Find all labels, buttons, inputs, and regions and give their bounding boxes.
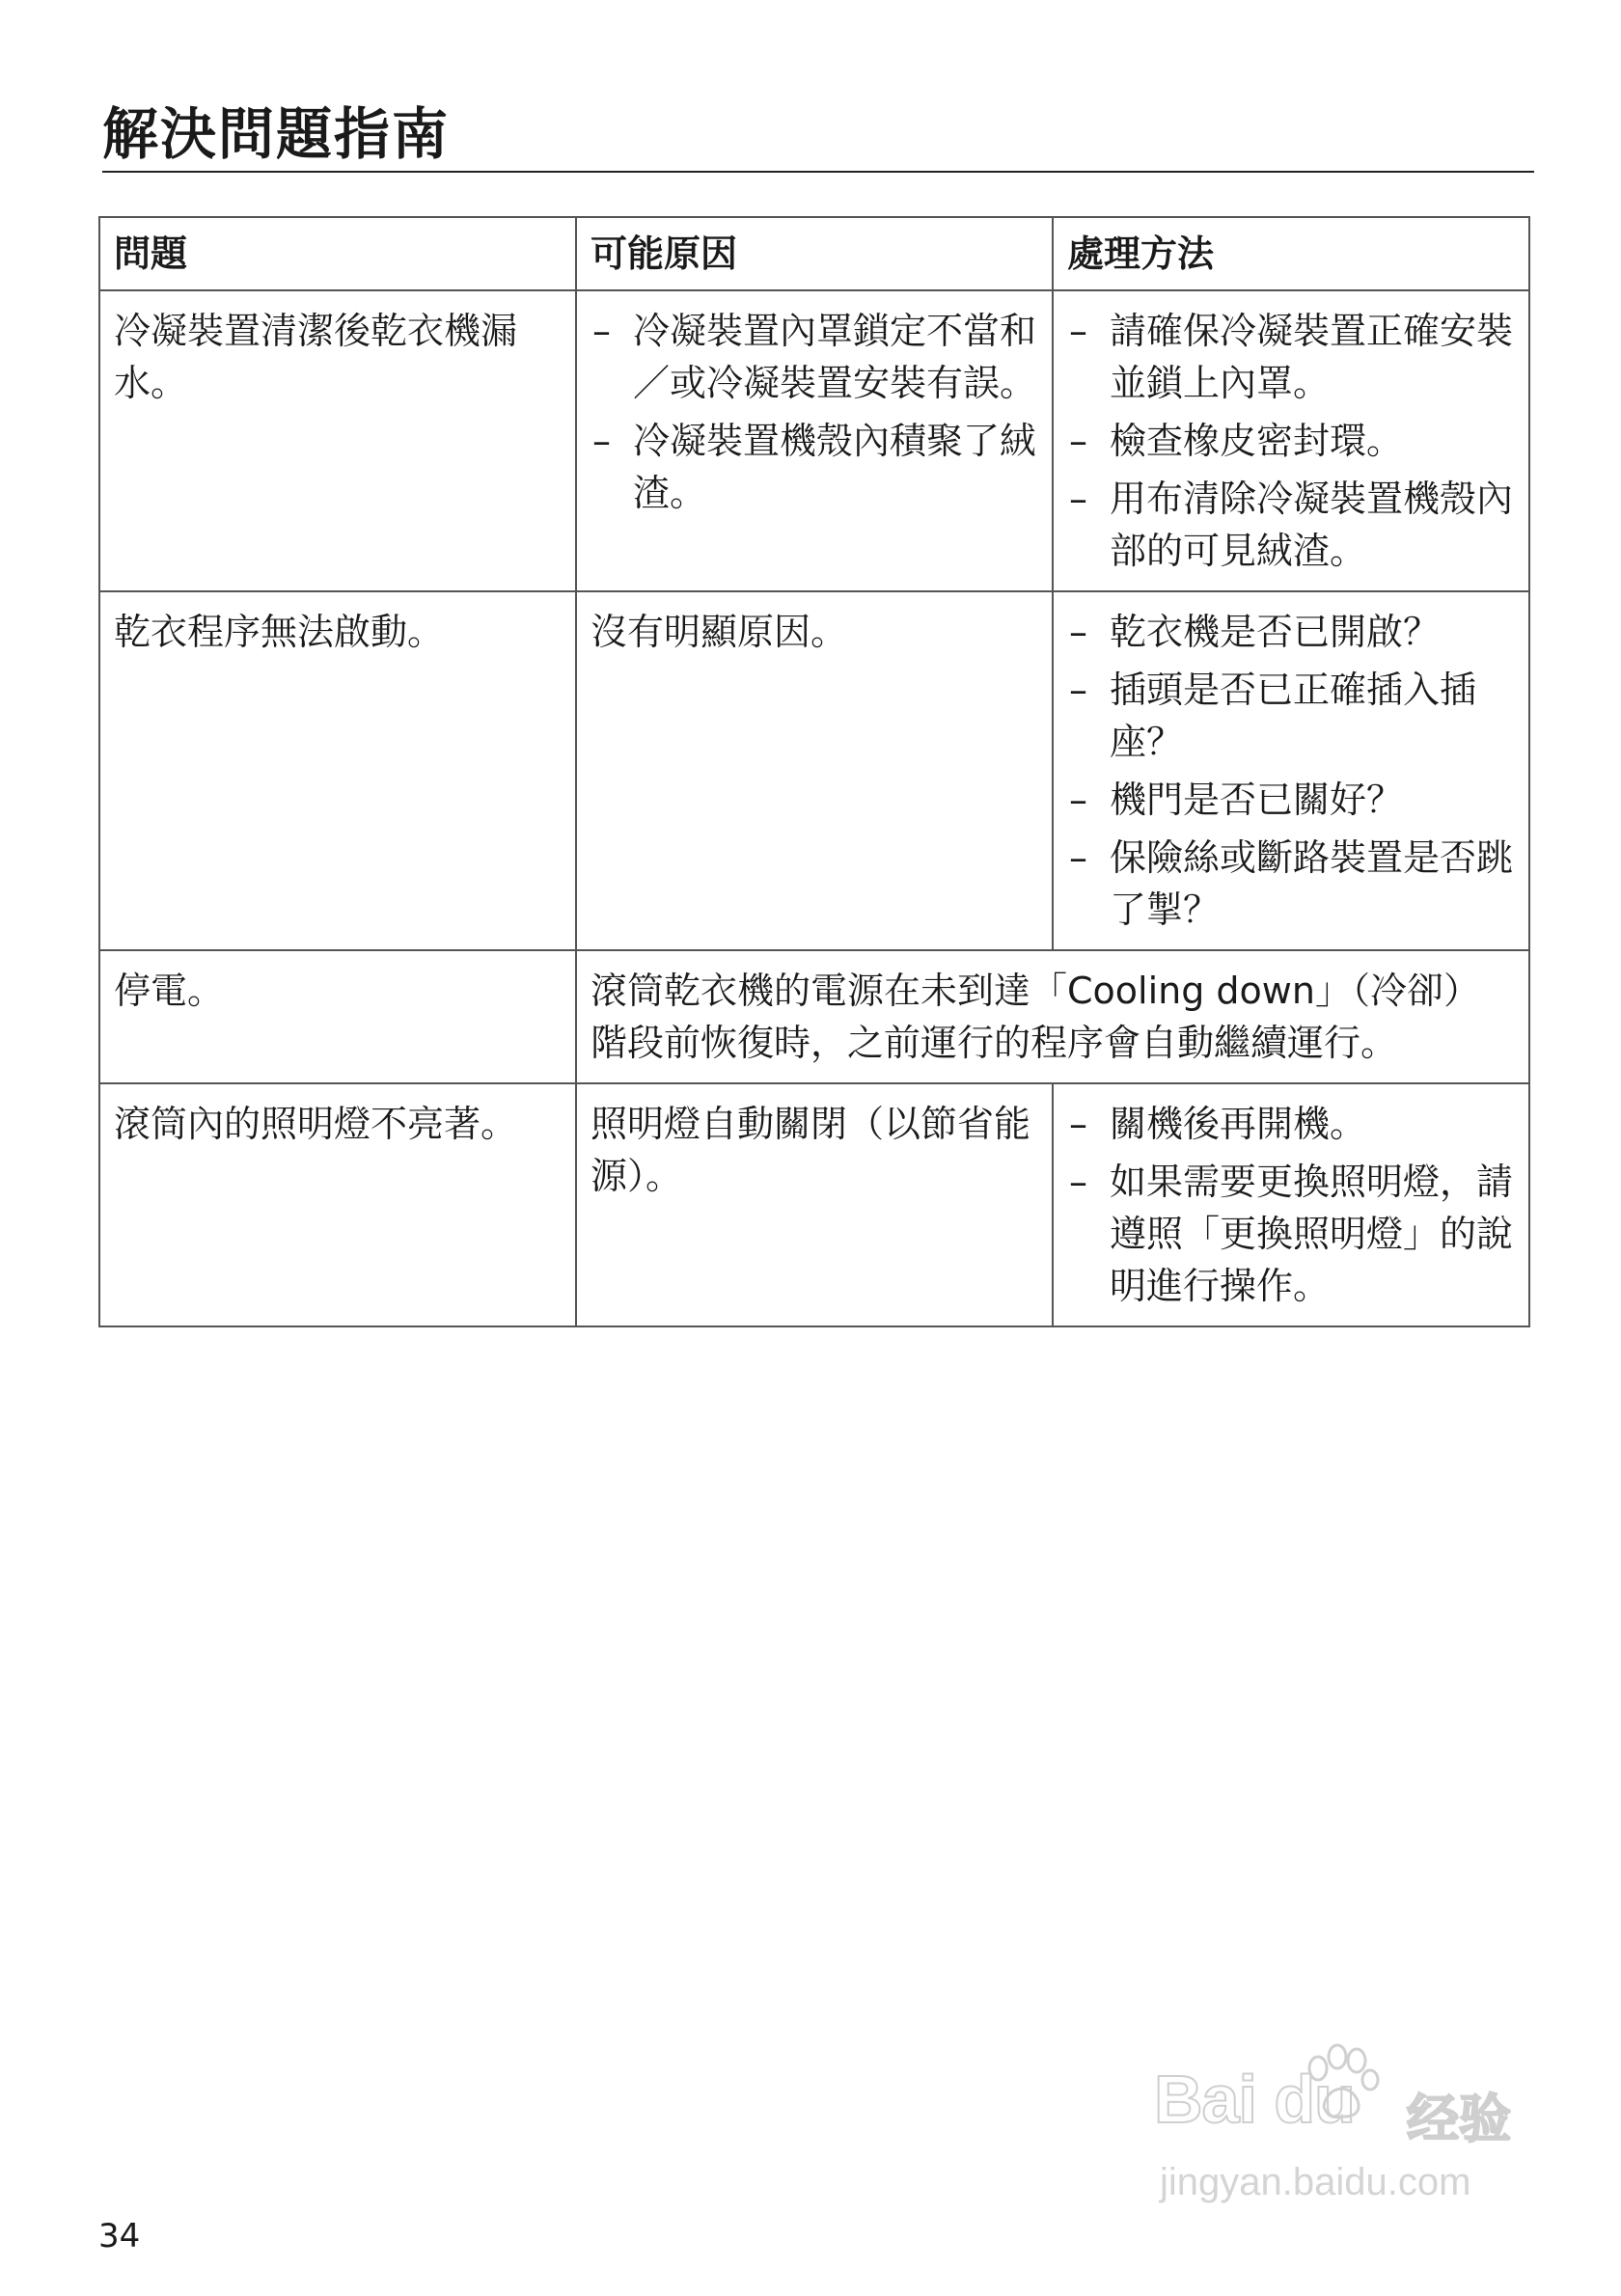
title-divider (102, 171, 1534, 173)
problem-cell: 滾筒內的照明燈不亮著。 (99, 1083, 576, 1326)
dash-bullet: – (1069, 779, 1087, 821)
solution-cell (1053, 591, 1529, 950)
cause-cell: 照明燈自動關閉（以節省能源）。 (576, 1083, 1053, 1326)
list-item (1067, 415, 1515, 467)
page-title: 解決問題指南 (102, 101, 451, 167)
problem-cell: 停電。 (99, 950, 576, 1083)
list-item (1067, 774, 1515, 826)
list-item (1067, 1098, 1515, 1150)
merged-cause-solution-cell: 滾筒乾衣機的電源在未到達「Cooling down」（冷卻）階段前恢復時，之前運行的程序會自動繼續運行。 (576, 950, 1529, 1083)
cause-list (591, 305, 1038, 519)
dash-bullet: – (1069, 836, 1087, 879)
dash-bullet: – (1069, 478, 1087, 520)
list-item-text: 如果需要更換照明燈，請遵照「更換照明燈」的說明進行操作。 (1110, 1161, 1514, 1307)
solution-cell (1053, 1083, 1529, 1326)
list-item-text: 機門是否已關好？ (1110, 779, 1404, 821)
watermark-brand: Bai du (1154, 2062, 1355, 2137)
list-item-text: 乾衣機是否已開啟？ (1110, 611, 1441, 653)
column-header-problem: 問題 (99, 217, 576, 290)
list-item-text: 關機後再開機。 (1110, 1103, 1367, 1145)
dash-bullet: – (592, 310, 611, 352)
baidu-jingyan-watermark (1154, 2053, 1540, 2207)
troubleshooting-table (98, 216, 1530, 1327)
watermark-url: jingyan.baidu.com (1160, 2161, 1471, 2203)
list-item-text: 用布清除冷凝裝置機殼內部的可見絨渣。 (1110, 478, 1514, 572)
list-item (1067, 606, 1515, 658)
dash-bullet: – (1069, 420, 1087, 462)
solution-list (1067, 606, 1515, 936)
table-row (99, 950, 1529, 1083)
cause-cell: 沒有明顯原因。 (576, 591, 1053, 950)
problem-cell: 冷凝裝置清潔後乾衣機漏水。 (99, 290, 576, 591)
list-item-text: 檢查橡皮密封環。 (1110, 420, 1404, 462)
dash-bullet: – (592, 420, 611, 462)
list-item-text: 請確保冷凝裝置正確安裝並鎖上內罩。 (1110, 310, 1514, 404)
list-item (1067, 664, 1515, 768)
table-row (99, 1083, 1529, 1326)
column-header-solution: 處理方法 (1053, 217, 1529, 290)
list-item (1067, 473, 1515, 577)
dash-bullet: – (1069, 310, 1087, 352)
list-item (591, 305, 1038, 409)
list-item (1067, 1156, 1515, 1312)
cause-cell (576, 290, 1053, 591)
list-item-text: 冷凝裝置內罩鎖定不當和／或冷凝裝置安裝有誤。 (633, 310, 1037, 404)
list-item-text: 插頭是否已正確插入插座？ (1110, 669, 1477, 763)
solution-list (1067, 1098, 1515, 1312)
table-header-row (99, 217, 1529, 290)
list-item (1067, 832, 1515, 936)
problem-cell: 乾衣程序無法啟動。 (99, 591, 576, 950)
page-number: 34 (98, 2217, 141, 2255)
dash-bullet: – (1069, 669, 1087, 711)
watermark-subtitle: 经验 (1407, 2089, 1511, 2149)
list-item (591, 415, 1038, 519)
list-item (1067, 305, 1515, 409)
solution-list (1067, 305, 1515, 577)
dash-bullet: – (1069, 1103, 1087, 1145)
list-item-text: 冷凝裝置機殼內積聚了絨渣。 (633, 420, 1037, 514)
solution-cell (1053, 290, 1529, 591)
column-header-cause: 可能原因 (576, 217, 1053, 290)
dash-bullet: – (1069, 611, 1087, 653)
table-row (99, 290, 1529, 591)
dash-bullet: – (1069, 1161, 1087, 1203)
list-item-text: 保險絲或斷路裝置是否跳了掣？ (1110, 836, 1514, 931)
table-row (99, 591, 1529, 950)
